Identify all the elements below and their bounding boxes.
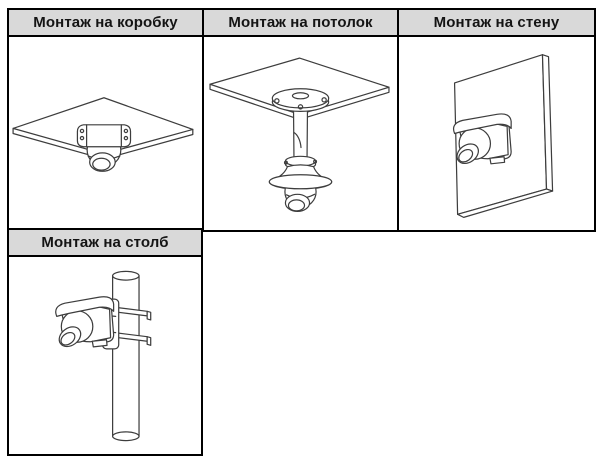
wall-mount-drawing bbox=[399, 37, 594, 230]
pole-mount-drawing bbox=[9, 257, 201, 454]
ceiling-mount-plate bbox=[272, 89, 328, 112]
header-box-mount bbox=[9, 10, 204, 37]
cell-wall-mount bbox=[399, 37, 594, 230]
cell-ceiling-mount bbox=[204, 37, 399, 230]
header-ceiling-mount bbox=[204, 10, 399, 37]
header-pole-mount bbox=[9, 230, 201, 257]
junction-box-mount-drawing bbox=[9, 37, 202, 230]
mount-options-table bbox=[7, 8, 596, 232]
dome-camera-icon bbox=[55, 297, 113, 351]
header-wall-mount-label: Монтаж на стену bbox=[433, 14, 560, 31]
pole-mount-table bbox=[7, 228, 203, 456]
pole bbox=[113, 271, 139, 440]
dome-camera-icon bbox=[77, 125, 130, 171]
cell-pole-mount bbox=[9, 257, 201, 454]
ceiling-pendant-mount-drawing bbox=[204, 37, 397, 230]
cell-box-mount bbox=[9, 37, 204, 230]
header-wall-mount bbox=[399, 10, 594, 37]
header-pole-mount-label: Монтаж на столб bbox=[41, 234, 169, 251]
header-box-mount-label: Монтаж на коробку bbox=[33, 14, 178, 31]
header-ceiling-mount-label: Монтаж на потолок bbox=[228, 14, 373, 31]
